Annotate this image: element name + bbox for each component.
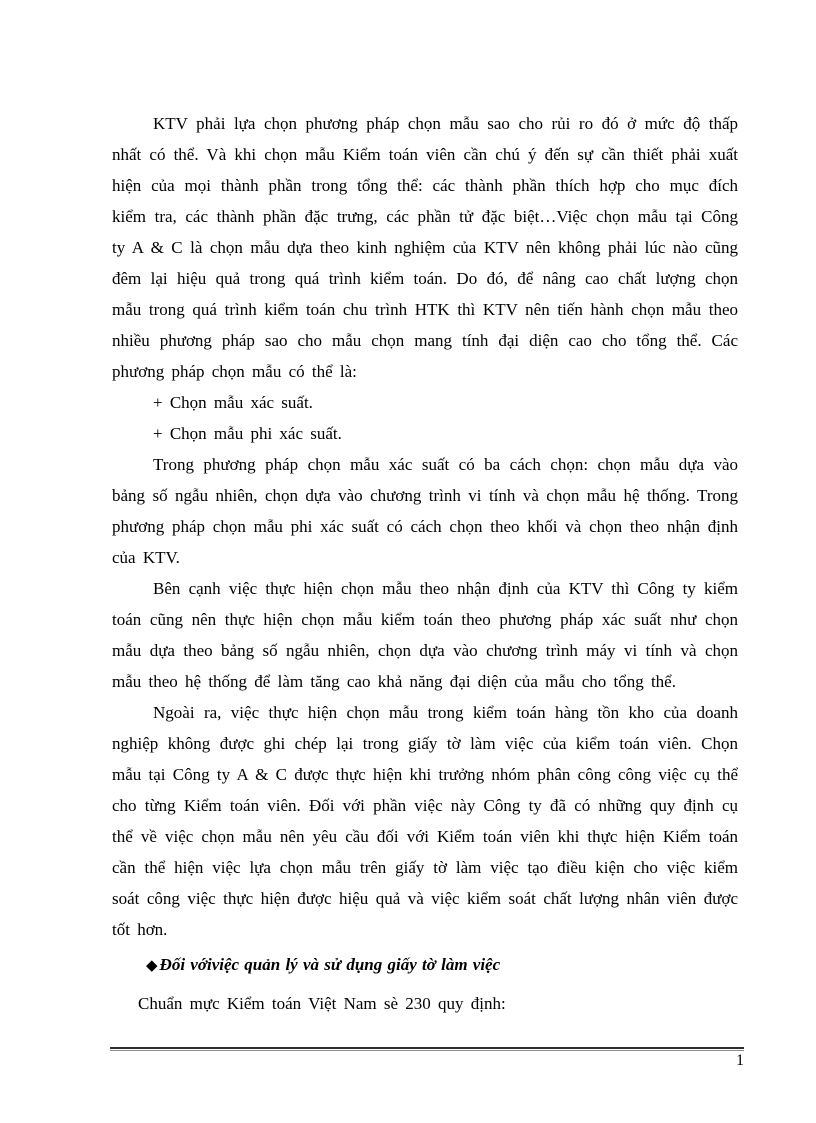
diamond-bullet-icon: ◆ [146,958,158,974]
paragraph-sampling-approaches: Trong phương pháp chọn mẫu xác suất có ba cách chọn: chọn mẫu dựa vào bảng số ngẫu nhiên, chọn dựa vào chương trình vi tính và chọn mẫu hệ thống. Trong phương pháp chọn mẫu phi xác suất có cách chọn theo khối và chọn theo nhận định của KTV. [112,455,738,567]
section-heading-working-paper-management [112,949,738,982]
document-body [112,108,738,1019]
paragraph-working-papers: Ngoài ra, việc thực hiện chọn mẫu trong kiểm toán hàng tồn kho của doanh nghiệp không được ghi chép lại trong giấy tờ làm việc của kiểm toán viên. Chọn mẫu tại Công ty A & C được thực hiện khi trưởng nhóm phân công công việc cụ thể cho từng Kiểm toán viên. Đối với phần việc này Công ty đã có những quy định cụ thể về việc chọn mẫu nên yêu cầu đối với Kiểm toán viên khi thực hiện Kiểm toán cần thể hiện việc lựa chọn mẫu trên giấy tờ làm việc tạo điều kiện cho việc kiểm soát công việc thực hiện được hiệu quả và việc kiểm soát chất lượng nhân viên được tốt hơn. [112,703,738,939]
paragraph-recommendation: Bên cạnh việc thực hiện chọn mẫu theo nhận định của KTV thì Công ty kiểm toán cũng nên thực hiện chọn mẫu kiểm toán theo phương pháp xác suất như chọn mẫu dựa theo bảng số ngẫu nhiên, chọn dựa vào chương trình máy vi tính và chọn mẫu theo hệ thống để làm tăng cao khả năng đại diện của mẫu cho tổng thể. [112,579,738,691]
list-item-probability-sampling: + Chọn mẫu xác suất. [153,393,313,412]
paragraph-standard-reference: Chuẩn mực Kiểm toán Việt Nam sè 230 quy định: [138,994,506,1013]
page-number: 1 [736,1052,744,1069]
paragraph-sampling-method: KTV phải lựa chọn phương pháp chọn mẫu sao cho rủi ro đó ở mức độ thấp nhất có thể. Và khi chọn mẫu Kiểm toán viên cần chú ý đến sự cần thiết phải xuất hiện của mọi thành phần trong tổng thể: các thành phần thích hợp cho mục đích kiểm tra, các thành phần đặc trưng, các phần tử đặc biệt…Việc chọn mẫu tại Công ty A & C là chọn mẫu dựa theo kinh nghiệm của KTV nên không phải lúc nào cũng đêm lại hiệu quả trong quá trình kiểm toán. Do đó, để nâng cao chất lượng chọn mẫu trong quá trình kiểm toán chu trình HTK thì KTV nên tiến hành chọn mẫu theo nhiều phương pháp sao cho mẫu chọn mang tính đại diện cao cho tổng thể. Các phương pháp chọn mẫu có thể là: [112,114,738,381]
list-item-nonprobability-sampling: + Chọn mẫu phi xác suất. [153,424,342,443]
section-heading-label: Đối vớiviệc quản lý và sử dụng giấy tờ làm việc [159,955,501,974]
